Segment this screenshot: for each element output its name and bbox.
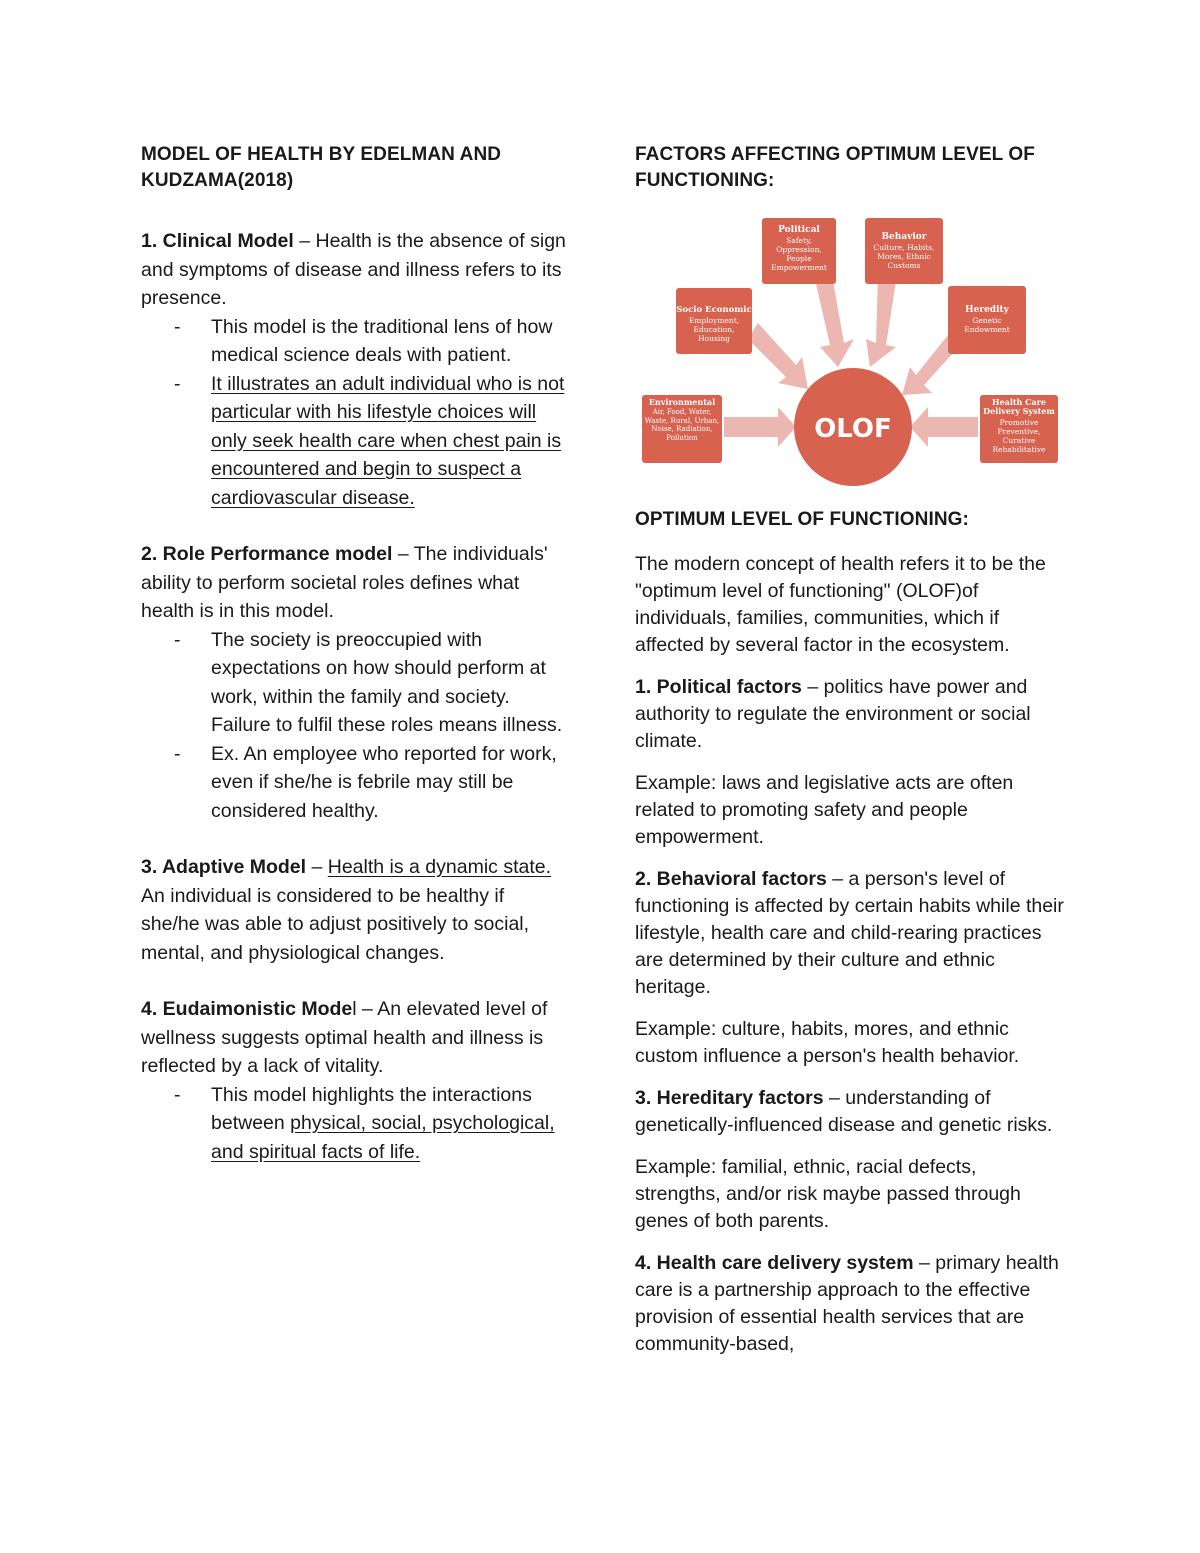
bullet-item [141,1081,566,1167]
factor-example: Example: familial, ethnic, racial defects, strengths, and/or risk maybe passed through genes of both parents. [635,1156,1021,1232]
box-environmental [642,395,722,463]
arrow-healthcare [910,407,978,447]
bullet-item [141,626,566,740]
clinical-model-label: 1. Clinical Model [141,230,294,252]
factor-hereditary [635,1085,1065,1139]
eudaimonistic-model-block [141,995,566,1166]
box-socio-economic-body: Employment, Education, Housing [688,316,740,343]
box-political-body: Safety, Oppression, People Empowerment [771,236,827,272]
section-title: MODEL OF HEALTH BY EDELMAN AND KUDZAMA(2018) [141,144,502,191]
dash: – [913,1252,936,1274]
section-title: FACTORS AFFECTING OPTIMUM LEVEL OF FUNCTIONING: [635,144,1035,191]
bullet-dash: - [174,742,181,765]
eudaimonistic-text: An elevated level of wellness suggests optimal health and illness is reflected by a lack of vitality. [141,998,548,1077]
eudaimonistic-paragraph [141,995,566,1081]
clinical-model-bullets [141,313,566,513]
box-environmental-title: Environmental [648,398,716,407]
right-column [635,140,1065,194]
eudaimonistic-label: 4. Eudaimonistic Mode [141,998,353,1020]
adaptive-model-label: 3. Adaptive Model [141,856,307,878]
bullet-underlined-text: physical, social, psychological, and spiritual facts of life. [211,1112,555,1163]
olof-intro: The modern concept of health refers it to be the "optimum level of functioning" (OLOF)of individuals, families, communities, which if affected by several factor in the ecosystem. [635,553,1046,656]
arrow-environmental [724,407,796,447]
box-socio-economic-text: Socio Economic [676,305,752,315]
factor-behavioral [635,866,1065,1001]
clinical-model-block [141,227,566,512]
bullet-text: The society is preoccupied with expectations on how should perform at work, within the family and society. Failure to fulfil these roles means illness. [211,628,563,736]
factor-label: 2. Behavioral factors [635,868,827,890]
role-performance-text: The individuals' ability to perform societal roles defines what health is in this model. [141,543,548,622]
factor-example: Example: laws and legislative acts are often related to promoting safety and people empowerment. [635,772,1014,848]
factor-text: politics have power and authority to regulate the environment or social climate. [635,676,1031,752]
olof-label: OLOF [814,414,892,444]
eudaimonistic-bullets [141,1081,566,1167]
box-behavior-text: Behavior [881,232,927,242]
bullet-dash: - [174,372,181,395]
right-column-body [635,507,1065,1358]
bullet-item [141,313,566,370]
bullet-dash: - [174,1083,181,1106]
arrow-behavior [866,277,896,367]
bullet-underlined-text: It illustrates an adult individual who is not particular with his lifestyle choices will only seek health care when chest pain is encountered and begin to suspect a cardiovascular disease. [211,372,565,509]
bullet-dash: - [174,628,181,651]
clinical-model-text: Health is the absence of sign and symptoms of disease and illness refers to its presence. [141,230,566,309]
bullet-dash: - [174,315,181,338]
box-political-text: Political [778,225,820,235]
box-health-care-title: Health Care Delivery System [983,398,1055,416]
bullet-item [141,370,566,513]
clinical-model-paragraph [141,227,566,313]
factor-label: 4. Health care delivery system [635,1252,914,1274]
role-performance-bullets [141,626,566,826]
dash: – [293,230,316,252]
factor-text: understanding of genetically-influenced disease and genetic risks. [635,1087,1053,1136]
box-behavior-body: Culture, Habits, Mores, Ethnic Customs [873,243,935,270]
dash: – [826,868,849,890]
bullet-text: This model highlights the interactions between [211,1083,532,1134]
left-column [141,140,566,1166]
adaptive-model-underlined: Health is a dynamic state. [327,856,552,878]
dash: – [823,1087,846,1109]
factor-label: 1. Political factors [635,676,802,698]
factor-label: 3. Hereditary factors [635,1087,824,1109]
factor-political [635,674,1065,755]
adaptive-model-block [141,853,566,967]
box-heredity [948,286,1026,354]
factor-health-care [635,1250,1065,1358]
dash: – [801,676,824,698]
box-behavior [865,218,943,284]
box-health-care-content [981,398,1057,454]
factor-text: primary health care is a partnership approach to the effective provision of essential health services that are community-based, [635,1252,1059,1355]
dash: – [392,543,414,565]
box-heredity-text: Heredity [965,305,1009,315]
subsection-title: OPTIMUM LEVEL OF FUNCTIONING: [635,509,969,530]
role-performance-label: 2. Role Performance model [141,543,393,565]
box-political [762,218,836,284]
box-socio-economic [676,288,752,354]
bullet-text: This model is the traditional lens of how medical science deals with patient. [211,315,553,366]
factor-example: Example: culture, habits, mores, and ethnic custom influence a person's health behavior. [635,1018,1020,1067]
box-heredity-body: Genetic Endowment [964,316,1010,334]
role-performance-model-block [141,540,566,825]
dash: – [306,856,328,878]
dash: – [356,998,378,1020]
box-environmental-content [643,398,721,442]
adaptive-model-paragraph [141,853,566,967]
box-environmental-body: Air, Food, Water, Waste, Rural, Urban, Noise, Radiation, Pollution [644,408,720,442]
adaptive-model-text: An individual is considered to be healthy if she/he was able to adjust positively to social, mental, and physiological changes. [141,884,530,964]
arrow-political [814,275,854,367]
olof-diagram [638,215,1060,495]
eudaimonistic-label-rest: l [352,998,357,1020]
factor-text: a person's level of functioning is affected by certain habits while their lifestyle, health care and child-rearing practices are determined by their culture and ethnic heritage. [635,868,1064,998]
box-health-care [980,395,1058,463]
bullet-text: Ex. An employee who reported for work, even if she/he is febrile may still be considered healthy. [211,742,557,822]
bullet-item [141,740,566,826]
role-performance-paragraph [141,540,566,626]
arrow-socio [748,323,808,389]
box-health-care-body: Promotive Preventive, Curative Rehabilitative [992,418,1046,454]
